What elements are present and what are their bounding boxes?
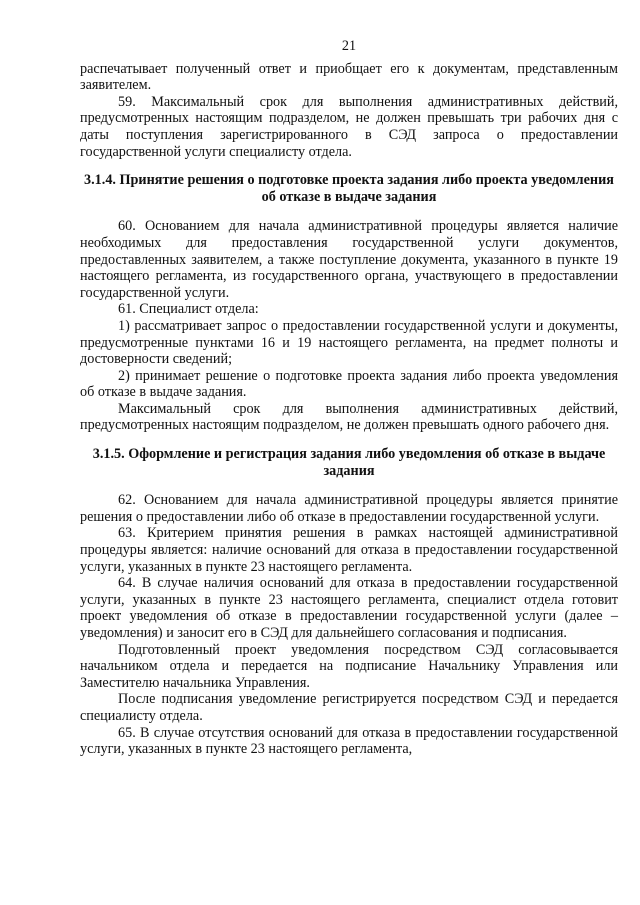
paragraph: распечатывает полученный ответ и приобщает его к документам, представленным заявителем. — [80, 60, 618, 94]
paragraph: Подготовленный проект уведомления посредством СЭД согласовывается начальником отдела и передается на подписание Начальнику Управления или Заместителю начальника Управления. — [80, 641, 618, 691]
section-3-1-5-body — [80, 492, 618, 758]
paragraph: После подписания уведомление регистрируется посредством СЭД и передается специалисту отдела. — [80, 691, 618, 724]
page-number: 21 — [341, 38, 357, 54]
section-continuation — [80, 61, 618, 161]
paragraph: Максимальный срок для выполнения административных действий, предусмотренных настоящим подразделом, не должен превышать одного рабочего дня. — [80, 400, 618, 434]
paragraph: 2) принимает решение о подготовке проекта задания либо проекта уведомления об отказе в выдаче задания. — [80, 367, 618, 401]
paragraph: 60. Основанием для начала административной процедуры является наличие необходимых для предоставления государственной услуги документов, предоставленных заявителем, а также поступление документа, указанного в пункте 19 настоящего регламента, из государственного органа, участвующего в предоставлении государственной услуги. — [80, 218, 618, 301]
section-3-1-4-body — [80, 218, 618, 434]
paragraph: 63. Критерием принятия решения в рамках настоящей административной процедуры является: наличие оснований для отказа в предоставлении государственной услуги, указанных в пункте 23 настоящего регламента. — [80, 525, 618, 575]
section-heading-3-1-5: 3.1.5. Оформление и регистрация задания либо уведомления об отказе в выдаче задания — [92, 446, 606, 479]
section-heading-3-1-4: 3.1.4. Принятие решения о подготовке проекта задания либо проекта уведомления об отказе в выдаче задания — [84, 172, 614, 205]
paragraph: 1) рассматривает запрос о предоставлении государственной услуги и документы, предусмотренные пунктами 16 и 19 настоящего регламента, на предмет полноты и достоверности сведений; — [80, 317, 618, 368]
document-page — [80, 38, 618, 758]
paragraph: 59. Максимальный срок для выполнения административных действий, предусмотренных настоящим подразделом, не должен превышать три рабочих дня с даты поступления зарегистрированного в СЭД запроса о предоставлении государственной услуги специалисту отдела. — [80, 93, 618, 160]
paragraph: 64. В случае наличия оснований для отказа в предоставлении государственной услуги, указанных в пункте 23 настоящего регламента, специалист отдела готовит проект уведомления об отказе в предоставлении государственной услуги (далее – уведомления) и заносит его в СЭД для дальнейшего согласования и подписания. — [80, 575, 618, 641]
paragraph: 65. В случае отсутствия оснований для отказа в предоставлении государственной услуги, указанных в пункте 23 настоящего регламента, — [80, 724, 618, 758]
paragraph: 62. Основанием для начала административной процедуры является принятие решения о предоставлении либо об отказе в предоставлении государственной услуги. — [80, 492, 618, 525]
paragraph: 61. Специалист отдела: — [118, 301, 259, 318]
